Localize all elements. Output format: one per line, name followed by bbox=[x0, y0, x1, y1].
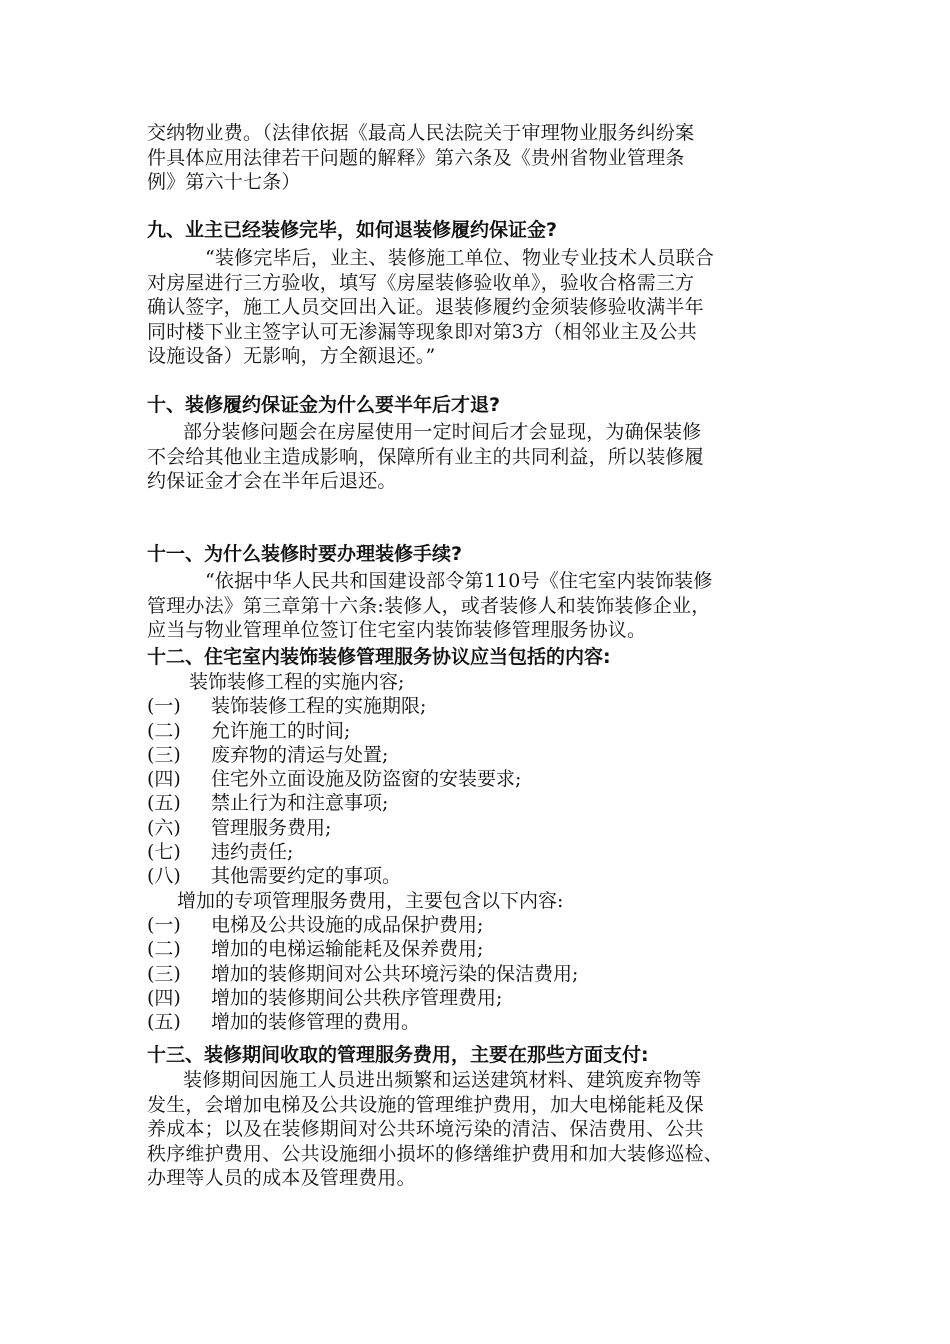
list-item bbox=[147, 694, 807, 718]
answer-q9 bbox=[147, 246, 807, 369]
paragraph-line: 办理等人员的成本及管理费用。 bbox=[147, 1167, 416, 1189]
list-item-number: (三) bbox=[147, 962, 181, 985]
list-intro: 装饰装修工程的实施内容; bbox=[189, 671, 405, 693]
list-item-number: (三) bbox=[147, 743, 181, 766]
list-item-text: 电梯及公共设施的成品保护费用; bbox=[211, 913, 484, 936]
paragraph-line: “依据中华人民共和国建设部令第110号《住宅室内装饰装修 bbox=[205, 570, 713, 592]
list-item-number: (二) bbox=[147, 719, 181, 742]
list-item bbox=[147, 937, 807, 961]
heading-q10: 十、装修履约保证金为什么要半年后才退? bbox=[147, 394, 501, 416]
list-item bbox=[147, 743, 807, 767]
list-item-number: (一) bbox=[147, 913, 181, 936]
paragraph-line: 对房屋进行三方验收，填写《房屋装修验收单》，验收合格需三方 bbox=[147, 271, 695, 294]
list-item bbox=[147, 816, 807, 840]
list-item-number: (一) bbox=[147, 695, 181, 718]
list-item-number: (七) bbox=[147, 841, 181, 864]
paragraph-line: 不会给其他业主造成影响，保障所有业主的共同利益，所以装修履 bbox=[147, 445, 704, 468]
list-item-text: 装饰装修工程的实施期限; bbox=[211, 695, 427, 718]
list-item-text: 禁止行为和注意事项; bbox=[211, 792, 389, 815]
list-item-text: 住宅外立面设施及防盗窗的安装要求; bbox=[211, 768, 522, 791]
paragraph-line: 应当与物业管理单位签订住宅室内装饰装修管理服务协议。 bbox=[147, 619, 647, 641]
paragraph-line: 确认签字，施工人员交回出入证。退装修履约金须装修验收满半年 bbox=[147, 296, 704, 318]
paragraph-line: 装修期间因施工人员进出频繁和运送建筑材料、建筑废弃物等 bbox=[183, 1069, 702, 1091]
answer-q10 bbox=[147, 420, 807, 494]
list-item-number: (五) bbox=[147, 792, 181, 815]
paragraph-line: 约保证金才会在半年后退还。 bbox=[147, 470, 397, 492]
list-item-text: 管理服务费用; bbox=[211, 816, 332, 839]
list-item-number: (二) bbox=[147, 938, 181, 961]
list-item bbox=[147, 1010, 807, 1034]
list-item bbox=[147, 962, 807, 986]
list-intro-fees: 增加的专项管理服务费用，主要包含以下内容: bbox=[177, 889, 564, 912]
list-item-text: 增加的装修管理的费用。 bbox=[211, 1011, 421, 1034]
answer-q13 bbox=[147, 1068, 807, 1191]
list-item-text: 允许施工的时间; bbox=[211, 719, 351, 742]
paragraph-line: 件具体应用法律若干问题的解释》第六条及《贵州省物业管理条 bbox=[147, 146, 685, 169]
paragraph-line: 设施设备）无影响，方全额退还。” bbox=[147, 345, 436, 367]
paragraph-line: 秩序维护费用、公共设施细小损坏的修缮维护费用和加大装修巡检、 bbox=[147, 1142, 724, 1165]
list-item-number: (五) bbox=[147, 1011, 181, 1034]
paragraph-line: 养成本；以及在装修期间对公共环境污染的清洁、保洁费用、公共 bbox=[147, 1118, 704, 1140]
paragraph-line: 管理办法》第三章第十六条:装修人，或者装修人和装饰装修企业， bbox=[147, 594, 711, 617]
list-item bbox=[147, 719, 807, 743]
list-item-number: (四) bbox=[147, 986, 181, 1009]
list-item bbox=[147, 767, 807, 791]
paragraph-line: 部分装修问题会在房屋使用一定时间后才会显现，为确保装修 bbox=[183, 421, 702, 443]
list-item bbox=[147, 913, 807, 937]
list-item-number: (四) bbox=[147, 768, 181, 791]
list-item-text: 其他需要约定的事项。 bbox=[211, 865, 402, 888]
list-item-text: 违约责任; bbox=[211, 841, 294, 864]
list-item-text: 增加的装修期间对公共环境污染的保洁费用; bbox=[211, 962, 579, 985]
list-item bbox=[147, 840, 807, 864]
heading-q9: 九、业主已经装修完毕，如何退装修履约保证金? bbox=[147, 219, 558, 241]
heading-q11: 十一、为什么装修时要办理装修手续? bbox=[147, 543, 463, 565]
paragraph-line: 例》第六十七条） bbox=[147, 171, 301, 193]
list-item-text: 增加的装修期间公共秩序管理费用; bbox=[211, 986, 503, 1009]
paragraph-line: 发生，会增加电梯及公共设施的管理维护费用，加大电梯能耗及保 bbox=[147, 1093, 704, 1116]
list-item-number: (八) bbox=[147, 865, 181, 888]
list-item-number: (六) bbox=[147, 816, 181, 839]
agreement-content-list bbox=[147, 670, 807, 1034]
paragraph-line: 交纳物业费。（法律依据《最高人民法院关于审理物业服务纠纷案 bbox=[147, 122, 695, 144]
answer-q11 bbox=[147, 569, 807, 643]
paragraph-line: “装修完毕后，业主、装修施工单位、物业专业技术人员联合 bbox=[205, 247, 715, 269]
list-item bbox=[147, 791, 807, 815]
continuation-paragraph bbox=[147, 121, 807, 195]
paragraph-line: 同时楼下业主签字认可无渗漏等现象即对第3方（相邻业主及公共 bbox=[147, 320, 697, 343]
heading-q12: 十二、住宅室内装饰装修管理服务协议应当包括的内容: bbox=[147, 646, 611, 668]
list-item bbox=[147, 986, 807, 1010]
list-item bbox=[147, 864, 807, 888]
list-item-text: 增加的电梯运输能耗及保养费用; bbox=[211, 938, 484, 961]
heading-q13: 十三、装修期间收取的管理服务费用，主要在那些方面支付: bbox=[147, 1044, 649, 1066]
list-item-text: 废弃物的清运与处置; bbox=[211, 743, 389, 766]
